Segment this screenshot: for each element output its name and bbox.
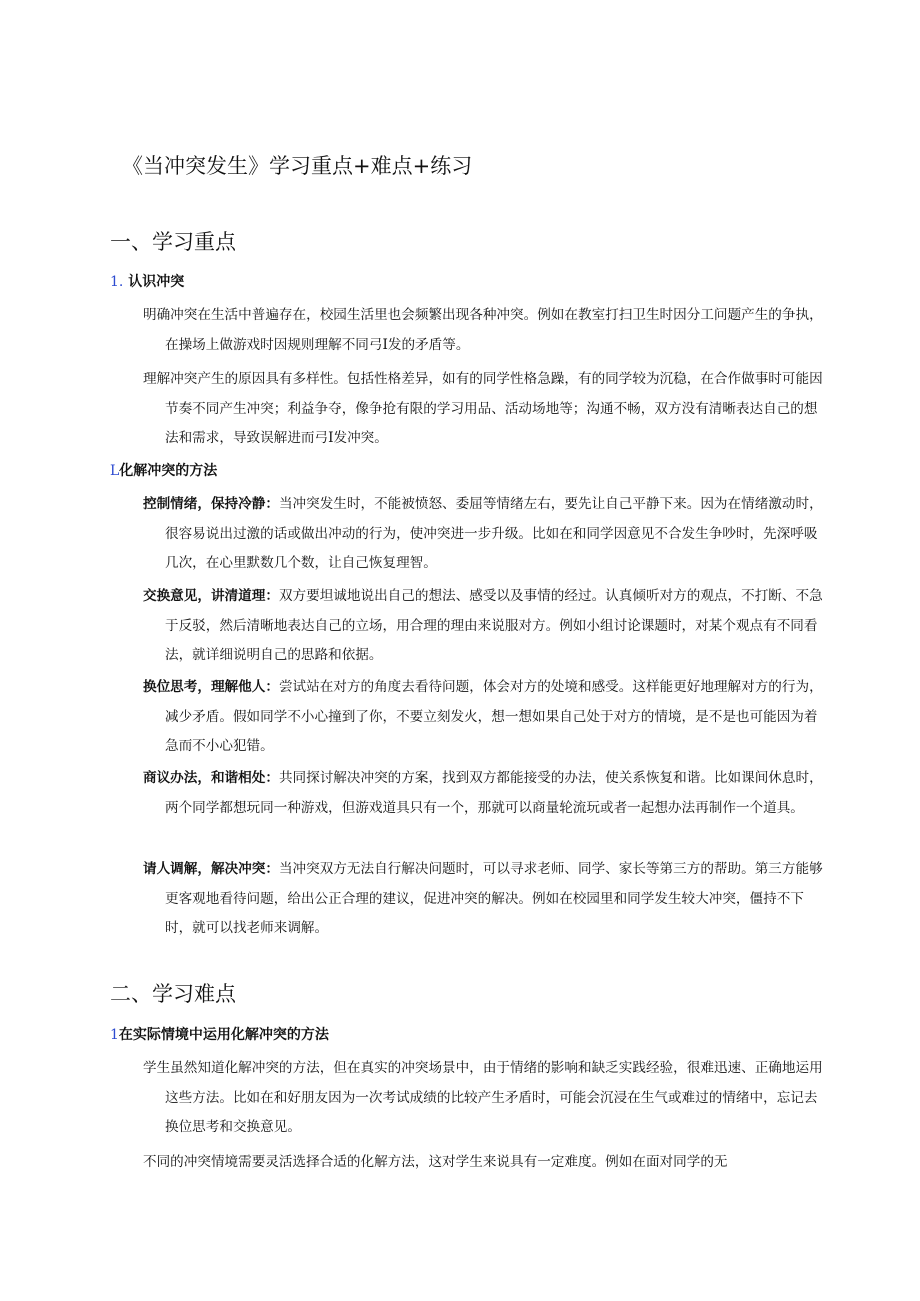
section-heading-difficulties: 二、学习难点 bbox=[110, 982, 236, 1006]
method-text: 当冲突双方无法自行解决问题时，可以寻求老师、同学、家长等第三方的帮助。第三方能够更客观地看待问题，给出公正合理的建议，促进冲突的解决。例如在校园里和同学发生较大冲突，僵持不下时，就可以找老师来调解。 bbox=[165, 861, 823, 936]
subheading-apply-methods bbox=[110, 1024, 329, 1044]
method-item bbox=[143, 673, 830, 762]
subheading-number: 1 bbox=[110, 1027, 119, 1043]
subheading-resolve-methods bbox=[110, 460, 217, 480]
subheading-number: 1. bbox=[110, 274, 124, 290]
method-text: 当冲突发生时，不能被愤怒、委屈等情绪左右，要先让自己平静下来。因为在情绪激动时，很容易说出过激的话或做出冲动的行为，使冲突进一步升级。比如在和同学因意见不合发生争吵时，先深呼吸几次，在心里默数几个数，让自己恢复理智。 bbox=[165, 496, 823, 571]
subheading-number: L bbox=[110, 463, 120, 479]
paragraph: 明确冲突在生活中普遍存在，校园生活里也会频繁出现各种冲突。例如在教室打扫卫生时因分工问题产生的争执，在操场上做游戏时因规则理解不同弓I发的矛盾等。 bbox=[143, 307, 823, 353]
subheading-text: 认识冲突 bbox=[128, 274, 185, 290]
document-title: 《当冲突发生》学习重点+难点+练习 bbox=[122, 154, 473, 178]
paragraph-truncated: 不同的冲突情境需要灵活选择合适的化解方法，这对学生来说具有一定难度。例如在面对同学的无 bbox=[143, 1154, 728, 1170]
method-item bbox=[143, 764, 830, 823]
method-item bbox=[143, 490, 830, 579]
method-text: 共同探讨解决冲突的方案，找到双方都能接受的办法，使关系恢复和谐。比如课间休息时，两个同学都想玩同一种游戏，但游戏道具只有一个，那就可以商量轮流玩或者一起想办法再制作一个道具。 bbox=[165, 770, 823, 816]
method-term: 换位思考，理解他人： bbox=[143, 679, 279, 695]
method-term: 交换意见，讲清道理： bbox=[143, 588, 279, 604]
method-text: 尝试站在对方的角度去看待问题，体会对方的处境和感受。这样能更好地理解对方的行为，减少矛盾。假如同学不小心撞到了你，不要立刻发火，想一想如果自己处于对方的情境，是不是也可能因为着急而不小心犯错。 bbox=[165, 679, 823, 754]
method-item bbox=[143, 582, 830, 671]
method-text: 双方要坦诚地说出自己的想法、感受以及事情的经过。认真倾听对方的观点，不打断、不急于反驳，然后清晰地表达自己的立场，用合理的理由来说服对方。例如小组讨论课题时，对某个观点有不同看法，就详细说明自己的思路和依据。 bbox=[165, 588, 823, 663]
method-item bbox=[143, 855, 830, 944]
subheading-text: 化解冲突的方法 bbox=[119, 463, 218, 479]
method-term: 商议办法，和谐相处： bbox=[143, 770, 279, 786]
paragraph: 理解冲突产生的原因具有多样性。包括性格差异，如有的同学性格急躁，有的同学较为沉稳，在合作做事时可能因节奏不同产生冲突；利益争夺，像争抢有限的学习用品、活动场地等；沟通不畅，双方没有清晰表达自己的想法和需求，导致误解进而弓I发冲突。 bbox=[143, 371, 823, 446]
subheading-recognize-conflict bbox=[110, 271, 184, 291]
section-heading-key-points: 一、学习重点 bbox=[110, 230, 236, 254]
subheading-text: 在实际情境中运用化解冲突的方法 bbox=[118, 1027, 329, 1043]
paragraph: 学生虽然知道化解冲突的方法，但在真实的冲突场景中，由于情绪的影响和缺乏实践经验，很难迅速、正确地运用这些方法。比如在和好朋友因为一次考试成绩的比较产生矛盾时，可能会沉浸在生气或难过的情绪中，忘记去换位思考和交换意见。 bbox=[143, 1060, 823, 1135]
method-term: 请人调解，解决冲突： bbox=[143, 861, 279, 877]
method-term: 控制情绪，保持冷静： bbox=[143, 496, 279, 512]
